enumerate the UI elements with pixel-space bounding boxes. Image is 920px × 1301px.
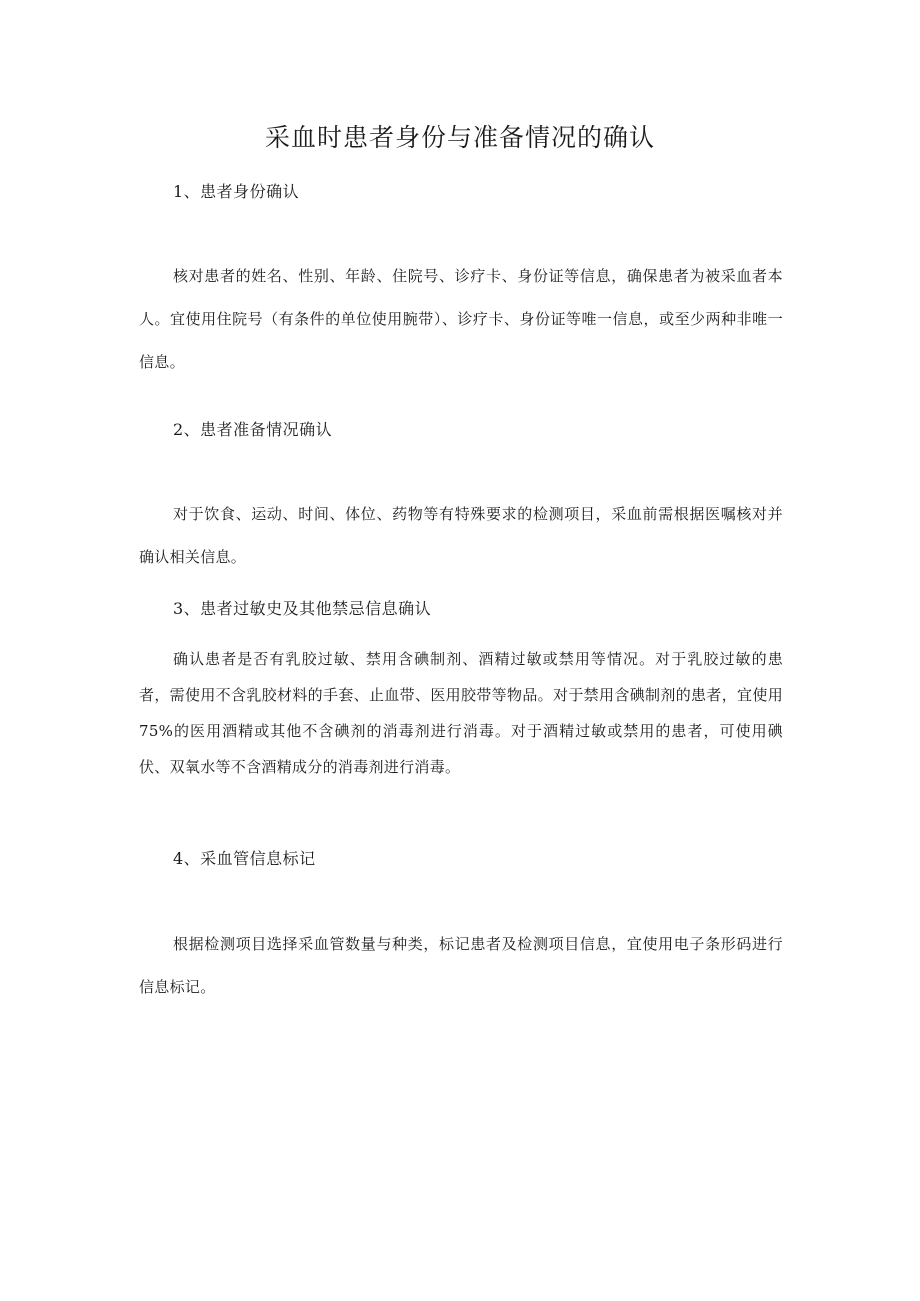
document-title: 采血时患者身份与准备情况的确认 <box>264 123 655 152</box>
section-3-heading: 3、患者过敏史及其他禁忌信息确认 <box>173 599 432 618</box>
section-4-heading: 4、采血管信息标记 <box>173 849 316 868</box>
section-1-body: 核对患者的姓名、性别、年龄、住院号、诊疗卡、身份证等信息，确保患者为被采血者本人。宜使用住院号（有条件的单位使用腕带）、诊疗卡、身份证等唯一信息，或至少两种非唯一信息。 <box>139 267 783 371</box>
section-2-heading: 2、患者准备情况确认 <box>173 420 333 439</box>
section-4-body: 根据检测项目选择采血管数量与种类，标记患者及检测项目信息，宜使用电子条形码进行信息标记。 <box>139 935 783 996</box>
section-2-body: 对于饮食、运动、时间、体位、药物等有特殊要求的检测项目，采血前需根据医嘱核对并确认相关信息。 <box>139 505 783 566</box>
section-1-heading: 1、患者身份确认 <box>173 182 300 201</box>
section-3-body: 确认患者是否有乳胶过敏、禁用含碘制剂、酒精过敏或禁用等情况。对于乳胶过敏的患者，需使用不含乳胶材料的手套、止血带、医用胶带等物品。对于禁用含碘制剂的患者，宜使用75%的医用酒精或其他不含碘剂的消毒剂进行消毒。对于酒精过敏或禁用的患者，可使用碘伏、双氧水等不含酒精成分的消毒剂进行消毒。 <box>139 650 783 776</box>
